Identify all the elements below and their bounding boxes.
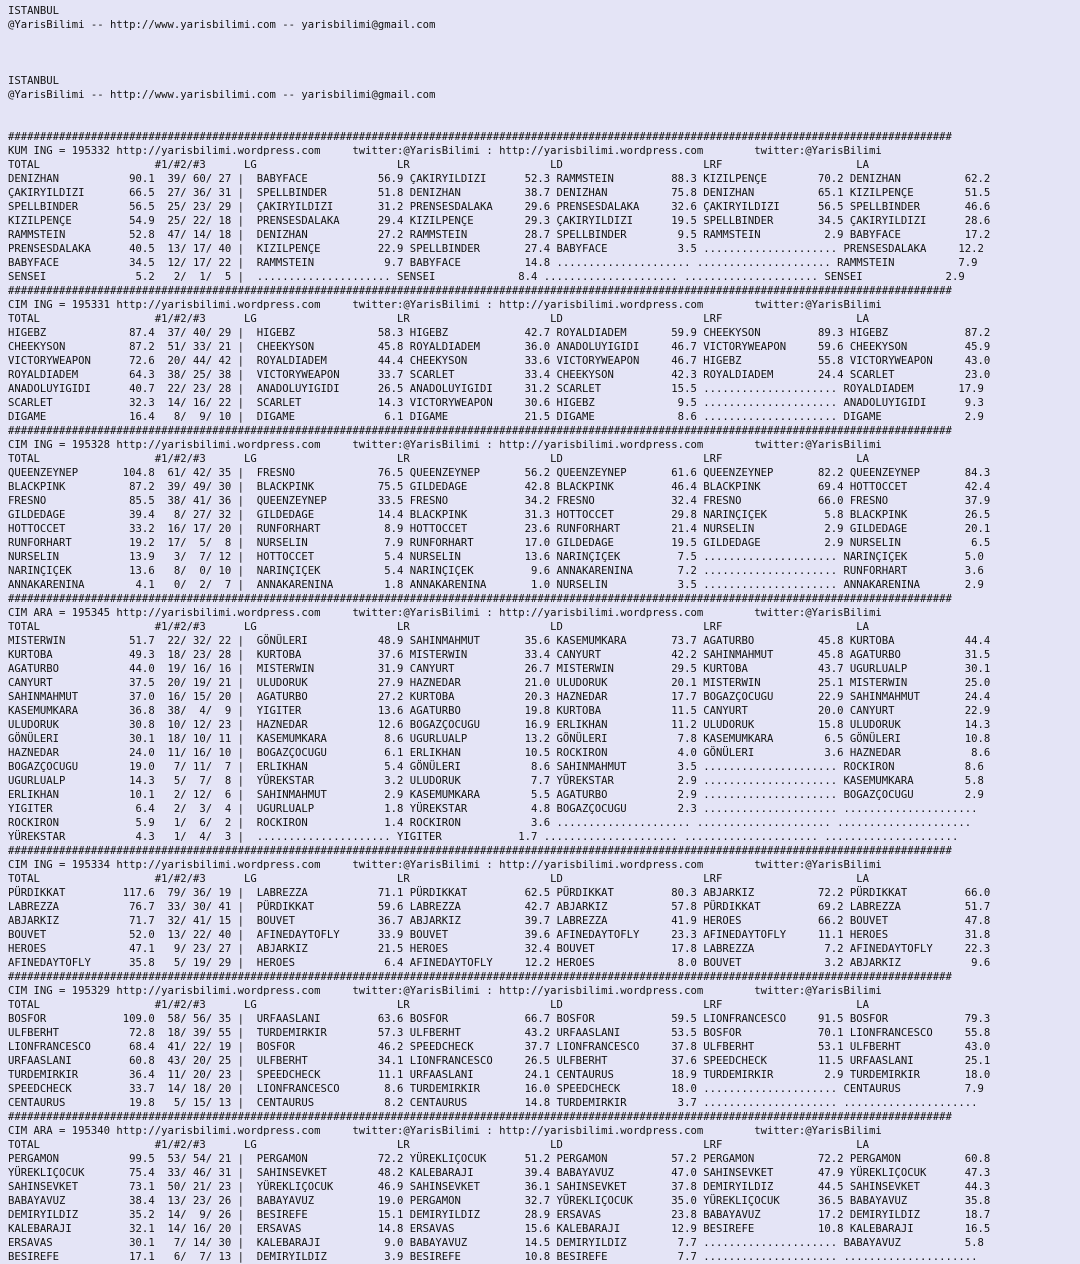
result-row: SAHINMAHMUT 37.0 16/ 15/ 20 | AGATURBO 27.2 KURTOBA 20.3 HAZNEDAR 17.7 BOGAZÇOCUGU 22.9 SAHINMAHMUT 24.4 <box>8 691 991 703</box>
result-row: SCARLET 32.3 14/ 16/ 22 | SCARLET 14.3 VICTORYWEAPON 30.6 HIGEBZ 9.5 ..................... ANADOLUYIGIDI 9.3 <box>8 397 984 409</box>
result-row: HAZNEDAR 24.0 11/ 16/ 10 | BOGAZÇOCUGU 6.1 ERLIKHAN 10.5 ROCKIRON 4.0 GÖNÜLERI 3.6 HAZNEDAR 8.6 <box>8 747 991 759</box>
result-row: ROCKIRON 5.9 1/ 6/ 2 | ROCKIRON 1.4 ROCKIRON 3.6 ..................... ..................... ..................... <box>8 817 972 829</box>
result-row: CHEEKYSON 87.2 51/ 33/ 21 | CHEEKYSON 45.8 ROYALDIADEM 36.0 ANADOLUYIGIDI 46.7 VICTORYWEAPON 59.6 CHEEKYSON 45.9 <box>8 341 991 353</box>
contact-line: @YarisBilimi -- http://www.yarisbilimi.com -- yarisbilimi@gmail.com <box>8 19 436 31</box>
race-header: CIM ARA = 195345 http://yarisbilimi.wordpress.com twitter:@YarisBilimi : http://yarisbilimi.wordpress.com twitter:@YarisBilimi <box>8 607 882 619</box>
result-row: BOGAZÇOCUGU 19.0 7/ 11/ 7 | ERLIKHAN 5.4 GÖNÜLERI 8.6 SAHINMAHMUT 3.5 ..................... ROCKIRON 8.6 <box>8 761 984 773</box>
column-header: TOTAL #1/#2/#3 LG LR LD LRF LA <box>8 1139 870 1151</box>
result-row: CENTAURUS 19.8 5/ 15/ 13 | CENTAURUS 8.2 CENTAURUS 14.8 TURDEMIRKIR 3.7 ..................... ..................... <box>8 1097 978 1109</box>
column-header: TOTAL #1/#2/#3 LG LR LD LRF LA <box>8 621 870 633</box>
result-row: KIZILPENÇE 54.9 25/ 22/ 18 | PRENSESDALAKA 29.4 KIZILPENÇE 29.3 ÇAKIRYILDIZI 19.5 SPELLBINDER 34.5 ÇAKIRYILDIZI 28.6 <box>8 215 991 227</box>
result-row: BABYFACE 34.5 12/ 17/ 22 | RAMMSTEIN 9.7 BABYFACE 14.8 ..................... ..................... RAMMSTEIN 7.9 <box>8 257 978 269</box>
result-row: AFINEDAYTOFLY 35.8 5/ 19/ 29 | HEROES 6.4 AFINEDAYTOFLY 12.2 HEROES 8.0 BOUVET 3.2 ABJARKIZ 9.6 <box>8 957 991 969</box>
result-row: ÇAKIRYILDIZI 66.5 27/ 36/ 31 | SPELLBINDER 51.8 DENIZHAN 38.7 DENIZHAN 75.8 DENIZHAN 65.1 KIZILPENÇE 51.5 <box>8 187 991 199</box>
result-row: FRESNO 85.5 38/ 41/ 36 | QUEENZEYNEP 33.5 FRESNO 34.2 FRESNO 32.4 FRESNO 66.0 FRESNO 37.9 <box>8 495 991 507</box>
column-header: TOTAL #1/#2/#3 LG LR LD LRF LA <box>8 873 870 885</box>
result-row: SENSEI 5.2 2/ 1/ 5 | ..................... SENSEI 8.4 ..................... ..................... SENSEI 2.9 <box>8 271 965 283</box>
column-header: TOTAL #1/#2/#3 LG LR LD LRF LA <box>8 999 870 1011</box>
header-blank-line <box>8 46 1080 60</box>
result-row: AGATURBO 44.0 19/ 16/ 16 | MISTERWIN 31.9 CANYURT 26.7 MISTERWIN 29.5 KURTOBA 43.7 UGURLUALP 30.1 <box>8 663 991 675</box>
result-row: ERLIKHAN 10.1 2/ 12/ 6 | SAHINMAHMUT 2.9 KASEMUMKARA 5.5 AGATURBO 2.9 ..................... BOGAZÇOCUGU 2.9 <box>8 789 984 801</box>
result-row: BESIREFE 17.1 6/ 7/ 13 | DEMIRYILDIZ 3.9 BESIREFE 10.8 BESIREFE 7.7 ..................... ..................... <box>8 1251 978 1263</box>
result-row: RUNFORHART 19.2 17/ 5/ 8 | NURSELIN 7.9 RUNFORHART 17.0 GILDEDAGE 19.5 GILDEDAGE 2.9 NURSELIN 6.5 <box>8 537 991 549</box>
result-row: NURSELIN 13.9 3/ 7/ 12 | HOTTOCCET 5.4 NURSELIN 13.6 NARINÇIÇEK 7.5 ..................... NARINÇIÇEK 5.0 <box>8 551 984 563</box>
result-row: DENIZHAN 90.1 39/ 60/ 27 | BABYFACE 56.9 ÇAKIRYILDIZI 52.3 RAMMSTEIN 88.3 KIZILPENÇE 70.2 DENIZHAN 62.2 <box>8 173 991 185</box>
result-row: ULFBERHT 72.8 18/ 39/ 55 | TURDEMIRKIR 57.3 ULFBERHT 43.2 URFAASLANI 53.5 BOSFOR 70.1 LIONFRANCESCO 55.8 <box>8 1027 991 1039</box>
result-row: GÖNÜLERI 30.1 18/ 10/ 11 | KASEMUMKARA 8.6 UGURLUALP 13.2 GÖNÜLERI 7.8 KASEMUMKARA 6.5 GÖNÜLERI 10.8 <box>8 733 991 745</box>
header-blank-line <box>8 32 1080 46</box>
result-row: SAHINSEVKET 73.1 50/ 21/ 23 | YÜREKLIÇOCUK 46.9 SAHINSEVKET 36.1 SAHINSEVKET 37.8 DEMIRYILDIZ 44.5 SAHINSEVKET 44.3 <box>8 1181 991 1193</box>
result-row: NARINÇIÇEK 13.6 8/ 0/ 10 | NARINÇIÇEK 5.4 NARINÇIÇEK 9.6 ANNAKARENINA 7.2 ..................... RUNFORHART 3.6 <box>8 565 984 577</box>
contact-line: @YarisBilimi -- http://www.yarisbilimi.com -- yarisbilimi@gmail.com <box>8 89 436 101</box>
column-header: TOTAL #1/#2/#3 LG LR LD LRF LA <box>8 159 870 171</box>
result-row: UGURLUALP 14.3 5/ 7/ 8 | YÜREKSTAR 3.2 ULUDORUK 7.7 YÜREKSTAR 2.9 ..................... KASEMUMKARA 5.8 <box>8 775 984 787</box>
result-row: TURDEMIRKIR 36.4 11/ 20/ 23 | SPEEDCHECK 11.1 URFAASLANI 24.1 CENTAURUS 18.9 TURDEMIRKIR 2.9 TURDEMIRKIR 18.0 <box>8 1069 991 1081</box>
result-row: ULUDORUK 30.8 10/ 12/ 23 | HAZNEDAR 12.6 BOGAZÇOCUGU 16.9 ERLIKHAN 11.2 ULUDORUK 15.8 ULUDORUK 14.3 <box>8 719 991 731</box>
result-row: KALEBARAJI 32.1 14/ 16/ 20 | ERSAVAS 14.8 ERSAVAS 15.6 KALEBARAJI 12.9 BESIREFE 10.8 KALEBARAJI 16.5 <box>8 1223 991 1235</box>
result-row: YIGITER 6.4 2/ 3/ 4 | UGURLUALP 1.8 YÜREKSTAR 4.8 BOGAZÇOCUGU 2.3 ..................... ..................... <box>8 803 978 815</box>
race-header: CIM ING = 195329 http://yarisbilimi.wordpress.com twitter:@YarisBilimi : http://yarisbilimi.wordpress.com twitter:@YarisBilimi <box>8 985 882 997</box>
result-row: BLACKPINK 87.2 39/ 49/ 30 | BLACKPINK 75.5 GILDEDAGE 42.8 BLACKPINK 46.4 BLACKPINK 69.4 HOTTOCCET 42.4 <box>8 481 991 493</box>
result-row: GILDEDAGE 39.4 8/ 27/ 32 | GILDEDAGE 14.4 BLACKPINK 31.3 HOTTOCCET 29.8 NARINÇIÇEK 5.8 BLACKPINK 26.5 <box>8 509 991 521</box>
report-body <box>8 130 1080 1264</box>
header-blank-line <box>8 102 1080 116</box>
separator-line: #################################################################################################################################################### <box>8 593 952 605</box>
result-row: ANNAKARENINA 4.1 0/ 2/ 7 | ANNAKARENINA 1.8 ANNAKARENINA 1.0 NURSELIN 3.5 ..................... ANNAKARENINA 2.9 <box>8 579 984 591</box>
result-row: BABAYAVUZ 38.4 13/ 23/ 26 | BABAYAVUZ 19.0 PERGAMON 32.7 YÜREKLIÇOCUK 35.0 YÜREKLIÇOCUK 36.5 BABAYAVUZ 35.8 <box>8 1195 991 1207</box>
result-row: ERSAVAS 30.1 7/ 14/ 30 | KALEBARAJI 9.0 BABAYAVUZ 14.5 DEMIRYILDIZ 7.7 ..................... BABAYAVUZ 5.8 <box>8 1237 984 1249</box>
race-header: CIM ING = 195334 http://yarisbilimi.wordpress.com twitter:@YarisBilimi : http://yarisbilimi.wordpress.com twitter:@YarisBilimi <box>8 859 882 871</box>
race-header: KUM ING = 195332 http://yarisbilimi.wordpress.com twitter:@YarisBilimi : http://yarisbilimi.wordpress.com twitter:@YarisBilimi <box>8 145 882 157</box>
result-row: SPEEDCHECK 33.7 14/ 18/ 20 | LIONFRANCESCO 8.6 TURDEMIRKIR 16.0 SPEEDCHECK 18.0 ..................... CENTAURUS 7.9 <box>8 1083 984 1095</box>
result-row: HOTTOCCET 33.2 16/ 17/ 20 | RUNFORHART 8.9 HOTTOCCET 23.6 RUNFORHART 21.4 NURSELIN 2.9 GILDEDAGE 20.1 <box>8 523 991 535</box>
result-row: KASEMUMKARA 36.8 38/ 4/ 9 | YIGITER 13.6 AGATURBO 19.8 KURTOBA 11.5 CANYURT 20.0 CANYURT 22.9 <box>8 705 991 717</box>
result-row: RAMMSTEIN 52.8 47/ 14/ 18 | DENIZHAN 27.2 RAMMSTEIN 28.7 SPELLBINDER 9.5 RAMMSTEIN 2.9 BABYFACE 17.2 <box>8 229 991 241</box>
result-row: BOSFOR 109.0 58/ 56/ 35 | URFAASLANI 63.6 BOSFOR 66.7 BOSFOR 59.5 LIONFRANCESCO 91.5 BOSFOR 79.3 <box>8 1013 991 1025</box>
result-row: PRENSESDALAKA 40.5 13/ 17/ 40 | KIZILPENÇE 22.9 SPELLBINDER 27.4 BABYFACE 3.5 ..................... PRENSESDALAKA 12.2 <box>8 243 984 255</box>
result-row: LIONFRANCESCO 68.4 41/ 22/ 19 | BOSFOR 46.2 SPEEDCHECK 37.7 LIONFRANCESCO 37.8 ULFBERHT 53.1 ULFBERHT 43.0 <box>8 1041 991 1053</box>
result-row: MISTERWIN 51.7 22/ 32/ 22 | GÖNÜLERI 48.9 SAHINMAHMUT 35.6 KASEMUMKARA 73.7 AGATURBO 45.8 KURTOBA 44.4 <box>8 635 991 647</box>
result-row: SPELLBINDER 56.5 25/ 23/ 29 | ÇAKIRYILDIZI 31.2 PRENSESDALAKA 29.6 PRENSESDALAKA 32.6 ÇAKIRYILDIZI 56.5 SPELLBINDER 46.6 <box>8 201 991 213</box>
result-row: KURTOBA 49.3 18/ 23/ 28 | KURTOBA 37.6 MISTERWIN 33.4 CANYURT 42.2 SAHINMAHMUT 45.8 AGATURBO 31.5 <box>8 649 991 661</box>
race-header: CIM ING = 195331 http://yarisbilimi.wordpress.com twitter:@YarisBilimi : http://yarisbilimi.wordpress.com twitter:@YarisBilimi <box>8 299 882 311</box>
header-blank-line <box>8 116 1080 130</box>
separator-line: #################################################################################################################################################### <box>8 131 952 143</box>
result-row: URFAASLANI 60.8 43/ 20/ 25 | ULFBERHT 34.1 LIONFRANCESCO 26.5 ULFBERHT 37.6 SPEEDCHECK 11.5 URFAASLANI 25.1 <box>8 1055 991 1067</box>
separator-line: #################################################################################################################################################### <box>8 971 952 983</box>
race-header: CIM ING = 195328 http://yarisbilimi.wordpress.com twitter:@YarisBilimi : http://yarisbilimi.wordpress.com twitter:@YarisBilimi <box>8 439 882 451</box>
city-title: ISTANBUL <box>8 5 60 17</box>
result-row: CANYURT 37.5 20/ 19/ 21 | ULUDORUK 27.9 HAZNEDAR 21.0 ULUDORUK 20.1 MISTERWIN 25.1 MISTERWIN 25.0 <box>8 677 991 689</box>
result-row: ROYALDIADEM 64.3 38/ 25/ 38 | VICTORYWEAPON 33.7 SCARLET 33.4 CHEEKYSON 42.3 ROYALDIADEM 24.4 SCARLET 23.0 <box>8 369 991 381</box>
result-row: BOUVET 52.0 13/ 22/ 40 | AFINEDAYTOFLY 33.9 BOUVET 39.6 AFINEDAYTOFLY 23.3 AFINEDAYTOFLY 11.1 HEROES 31.8 <box>8 929 991 941</box>
column-header: TOTAL #1/#2/#3 LG LR LD LRF LA <box>8 453 870 465</box>
separator-line: #################################################################################################################################################### <box>8 285 952 297</box>
race-header: CIM ARA = 195340 http://yarisbilimi.wordpress.com twitter:@YarisBilimi : http://yarisbilimi.wordpress.com twitter:@YarisBilimi <box>8 1125 882 1137</box>
separator-line: #################################################################################################################################################### <box>8 1111 952 1123</box>
result-row: PERGAMON 99.5 53/ 54/ 21 | PERGAMON 72.2 YÜREKLIÇOCUK 51.2 PERGAMON 57.2 PERGAMON 72.2 PERGAMON 60.8 <box>8 1153 991 1165</box>
separator-line: #################################################################################################################################################### <box>8 845 952 857</box>
separator-line: #################################################################################################################################################### <box>8 425 952 437</box>
header-blank-line <box>8 60 1080 74</box>
result-row: PÜRDIKKAT 117.6 79/ 36/ 19 | LABREZZA 71.1 PÜRDIKKAT 62.5 PÜRDIKKAT 80.3 ABJARKIZ 72.2 PÜRDIKKAT 66.0 <box>8 887 991 899</box>
result-row: YÜREKSTAR 4.3 1/ 4/ 3 | ..................... YIGITER 1.7 ..................... ..................... ..................... <box>8 831 959 843</box>
result-row: DEMIRYILDIZ 35.2 14/ 9/ 26 | BESIREFE 15.1 DEMIRYILDIZ 28.9 ERSAVAS 23.8 BABAYAVUZ 17.2 DEMIRYILDIZ 18.7 <box>8 1209 991 1221</box>
result-row: HEROES 47.1 9/ 23/ 27 | ABJARKIZ 21.5 HEROES 32.4 BOUVET 17.8 LABREZZA 7.2 AFINEDAYTOFLY 22.3 <box>8 943 991 955</box>
result-row: HIGEBZ 87.4 37/ 40/ 29 | HIGEBZ 58.3 HIGEBZ 42.7 ROYALDIADEM 59.9 CHEEKYSON 89.3 HIGEBZ 87.2 <box>8 327 991 339</box>
result-row: LABREZZA 76.7 33/ 30/ 41 | PÜRDIKKAT 59.6 LABREZZA 42.7 ABJARKIZ 57.8 PÜRDIKKAT 69.2 LABREZZA 51.7 <box>8 901 991 913</box>
result-row: DIGAME 16.4 8/ 9/ 10 | DIGAME 6.1 DIGAME 21.5 DIGAME 8.6 ..................... DIGAME 2.9 <box>8 411 984 423</box>
city-title: ISTANBUL <box>8 75 60 87</box>
result-row: VICTORYWEAPON 72.6 20/ 44/ 42 | ROYALDIADEM 44.4 CHEEKYSON 33.6 VICTORYWEAPON 46.7 HIGEBZ 55.8 VICTORYWEAPON 43.0 <box>8 355 991 367</box>
result-row: QUEENZEYNEP 104.8 61/ 42/ 35 | FRESNO 76.5 QUEENZEYNEP 56.2 QUEENZEYNEP 61.6 QUEENZEYNEP 82.2 QUEENZEYNEP 84.3 <box>8 467 991 479</box>
result-row: YÜREKLIÇOCUK 75.4 33/ 46/ 31 | SAHINSEVKET 48.2 KALEBARAJI 39.4 BABAYAVUZ 47.0 SAHINSEVKET 47.9 YÜREKLIÇOCUK 47.3 <box>8 1167 991 1179</box>
result-row: ABJARKIZ 71.7 32/ 41/ 15 | BOUVET 36.7 ABJARKIZ 39.7 LABREZZA 41.9 HEROES 66.2 BOUVET 47.8 <box>8 915 991 927</box>
column-header: TOTAL #1/#2/#3 LG LR LD LRF LA <box>8 313 870 325</box>
result-row: ANADOLUYIGIDI 40.7 22/ 23/ 28 | ANADOLUYIGIDI 26.5 ANADOLUYIGIDI 31.2 SCARLET 15.5 ..................... ROYALDIADEM 17.9 <box>8 383 984 395</box>
report-header <box>8 4 1080 130</box>
